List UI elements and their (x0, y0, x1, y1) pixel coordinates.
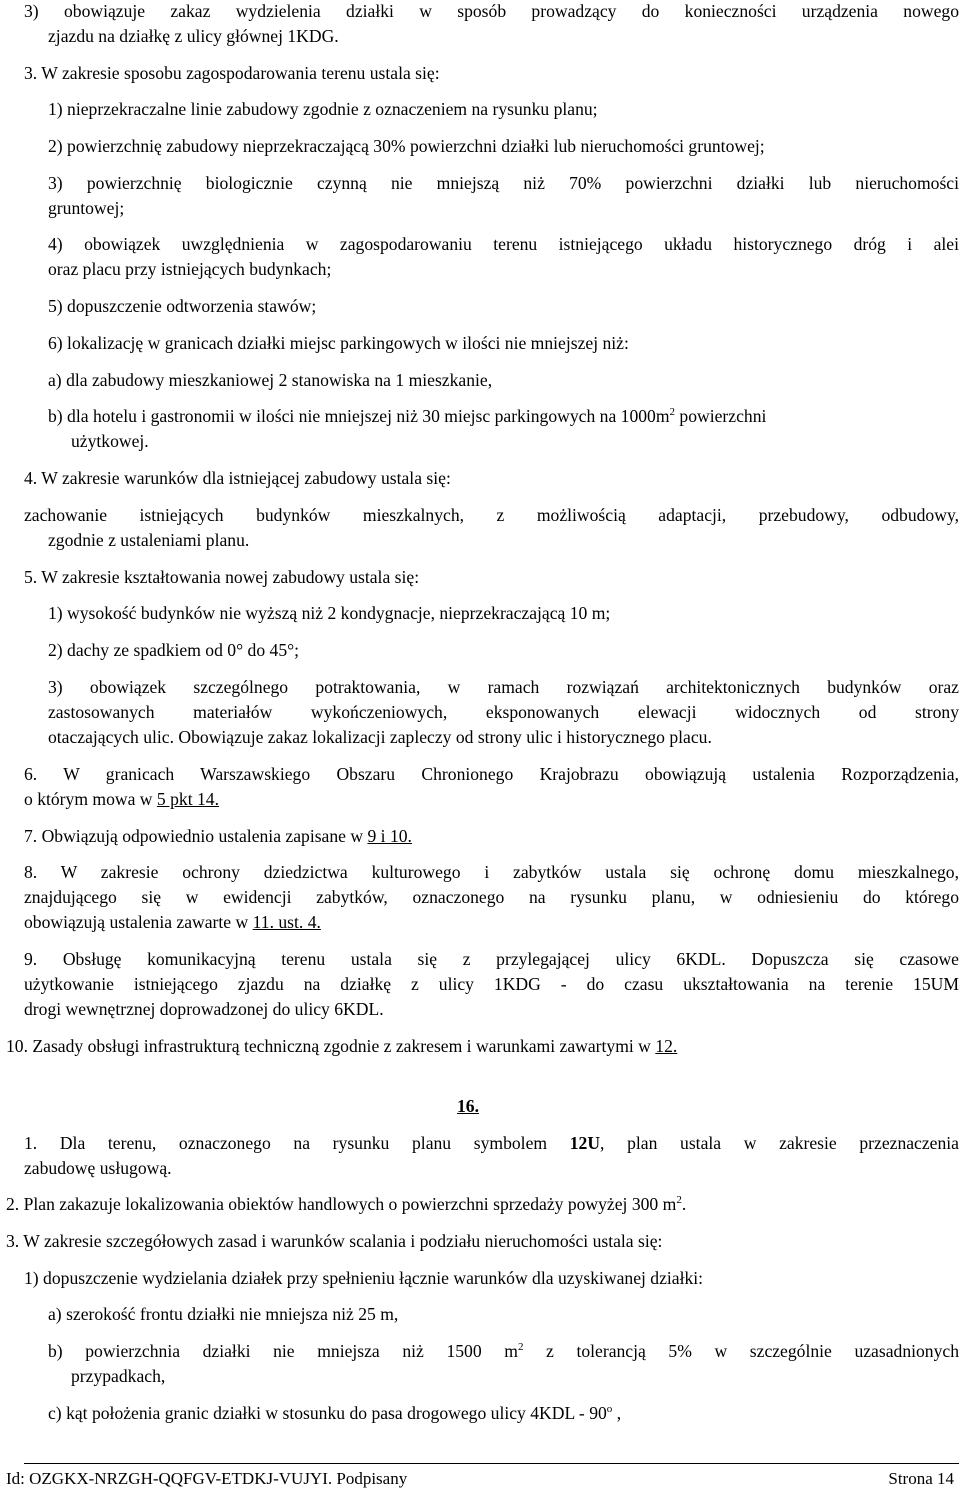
section-5-heading: 5. W zakresie kształtowania nowej zabudowy ustala się: (24, 567, 420, 587)
sub-item: a) szerokość frontu działki nie mniejsza niż 25 m, (48, 1304, 399, 1324)
list-item: 1) wysokość budynków nie wyższą niż 2 kondygnacje, nieprzekraczającą 10 m; (48, 603, 611, 623)
area-symbol: 12U (569, 1133, 601, 1153)
sub-item (48, 405, 766, 427)
text-line: 3) obowiązuje zakaz wydzielenia działki w sposób prowadzący do konieczności urządzenia nowego (24, 1, 959, 21)
par16-item-1-cont: zabudowę usługową. (24, 1158, 172, 1178)
list-item: 3) powierzchnię biologicznie czynną nie mniejszą niż 70% powierzchni działki lub nieruchomości (48, 173, 959, 193)
sub-item: a) dla zabudowy mieszkaniowej 2 stanowiska na 1 mieszkanie, (48, 370, 493, 390)
section-7 (24, 825, 412, 847)
list-item-cont: oraz placu przy istniejących budynkach; (48, 259, 332, 279)
section-reference: 10. (389, 826, 412, 846)
list-item: 1) nieprzekraczalne linie zabudowy zgodnie z oznaczeniem na rysunku planu; (48, 99, 598, 119)
list-item-cont: gruntowej; (48, 198, 125, 218)
text-span: 2. Plan zakazuje lokalizowania obiektów handlowych o powierzchni sprzedaży powyżej 300 m (6, 1194, 677, 1214)
sub-item-cont: użytkowej. (71, 431, 149, 451)
section-3-heading: 3. W zakresie sposobu zagospodarowania terenu ustala się: (24, 63, 440, 83)
text-span: o którym mowa w (24, 789, 157, 809)
list-item: 2) powierzchnię zabudowy nieprzekraczającą 30% powierzchni działki lub nieruchomości gruntowej; (48, 136, 765, 156)
text-span: 10. Zasady obsługi infrastrukturą techniczną zgodnie z zakresem i warunkami zawartymi w (6, 1036, 656, 1056)
section-10 (6, 1035, 677, 1057)
list-item: 1) dopuszczenie wydzielania działek przy spełnieniu łącznie warunków dla uzyskiwanej działki: (24, 1268, 704, 1288)
section-8-cont: znajdującego się w ewidencji zabytków, oznaczonego na rysunku planu, w odniesieniu do którego (24, 887, 959, 907)
footer-divider (24, 1463, 959, 1464)
document-id: Id: OZGKX-NRZGH-QQFGV-ETDKJ-VUJYI. Podpisany (6, 1469, 408, 1488)
text-span: z tolerancją 5% w szczególnie uzasadnionych (523, 1341, 959, 1361)
paragraph-heading: 16. (457, 1096, 479, 1116)
section-6-cont (24, 788, 219, 810)
paragraph-line: zgodnie z ustaleniami planu. (48, 530, 250, 550)
paragraph-line: zachowanie istniejących budynków mieszkalnych, z możliwością adaptacji, przebudowy, odbudowy, (24, 505, 959, 525)
par16-item-3: 3. W zakresie szczegółowych zasad i warunków scalania i podziału nieruchomości ustala się: (6, 1231, 663, 1251)
text-span: 1. Dla terenu, oznaczonego na rysunku planu symbolem (24, 1133, 570, 1153)
section-8-cont (24, 911, 321, 933)
section-4-heading: 4. W zakresie warunków dla istniejącej zabudowy ustala się: (24, 468, 451, 488)
list-item: 2) dachy ze spadkiem od 0° do 45°; (48, 640, 300, 660)
sub-item-cont: przypadkach, (71, 1366, 166, 1386)
superscript: 2 (669, 406, 676, 418)
sub-item (48, 1340, 959, 1362)
superscript: 2 (676, 1194, 682, 1206)
section-reference: 12. (655, 1036, 678, 1056)
list-item: 3) obowiązek szczególnego potraktowania, w ramach rozwiązań architektonicznych budynków oraz (48, 677, 959, 697)
text-span: obowiązują ustalenia zawarte w (24, 912, 253, 932)
section-9-cont: użytkowanie istniejącego zjazdu na działkę z ulicy 1KDG - do czasu ukształtowania na terenie 15UM (24, 974, 959, 994)
section-reference: 5 pkt 14. (156, 789, 219, 809)
section-9-cont: drogi wewnętrznej doprowadzonej do ulicy 6KDL. (24, 999, 384, 1019)
page-number: Strona 14 (888, 1469, 954, 1488)
par16-item-2 (6, 1193, 686, 1215)
text-span: c) kąt położenia granic działki w stosunku do pasa drogowego ulicy 4KDL - 90 (48, 1403, 607, 1423)
sub-item (48, 1402, 621, 1424)
text-span: b) powierzchnia działki nie mniejsza niż 1500 m (48, 1341, 518, 1361)
list-item: 5) dopuszczenie odtworzenia stawów; (48, 296, 317, 316)
section-9: 9. Obsługę komunikacyjną terenu ustala się z przylegającej ulicy 6KDL. Dopuszcza się czasowe (24, 949, 959, 969)
superscript: o (606, 1403, 613, 1415)
superscript: 2 (517, 1341, 524, 1353)
text-span: . (681, 1194, 687, 1214)
list-item: 6) lokalizację w granicach działki miejsc parkingowych w ilości nie mniejszej niż: (48, 333, 629, 353)
list-item-cont: otaczających ulic. Obowiązuje zakaz lokalizacji zapleczy od strony ulic i historycznego placu. (48, 727, 712, 747)
par16-item-1 (24, 1132, 959, 1154)
section-reference: 11. ust. 4. (252, 912, 321, 932)
text-span: , (612, 1403, 622, 1423)
text-span: , plan ustala w zakresie przeznaczenia (600, 1133, 959, 1153)
text-span: b) dla hotelu i gastronomii w ilości nie mniejszej niż 30 miejsc parkingowych na 1000m (48, 406, 670, 426)
text-line: zjazdu na działkę z ulicy głównej 1KDG. (48, 26, 339, 46)
section-reference: 9 i (367, 826, 390, 846)
list-item: 4) obowiązek uwzględnienia w zagospodarowaniu terenu istniejącego układu historycznego dróg i alei (48, 234, 959, 254)
text-span: 7. Obwiązują odpowiednio ustalenia zapisane w (24, 826, 368, 846)
list-item-cont: zastosowanych materiałów wykończeniowych, eksponowanych elewacji widocznych od strony (48, 702, 959, 722)
section-8: 8. W zakresie ochrony dziedzictwa kulturowego i zabytków ustala się ochronę domu mieszkalnego, (24, 862, 959, 882)
section-6: 6. W granicach Warszawskiego Obszaru Chronionego Krajobrazu obowiązują ustalenia Rozporządzenia, (24, 764, 959, 784)
text-span: powierzchni (675, 406, 767, 426)
